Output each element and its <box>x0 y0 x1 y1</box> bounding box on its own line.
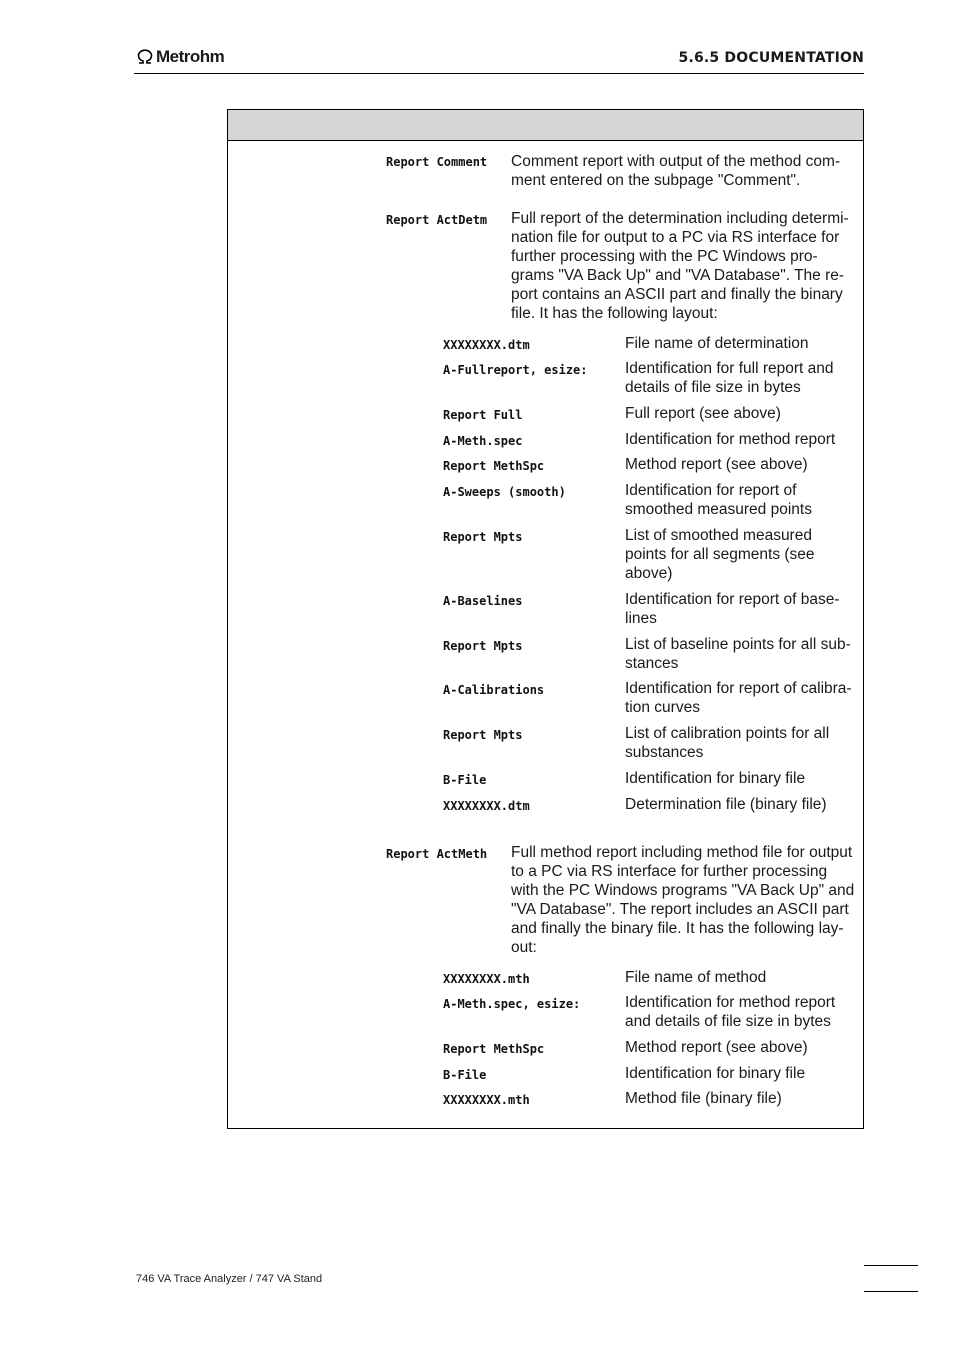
entry-code-report-actdetm: Report ActDetm <box>386 213 488 227</box>
section-title: 5.6.5 DOCUMENTATION <box>678 50 864 66</box>
detm-row-desc: List of smoothed measured points for all segments (see above) <box>625 527 815 582</box>
detm-row-desc: Identification for binary file <box>625 770 806 787</box>
meth-row-desc: Method file (binary file) <box>625 1090 782 1107</box>
entry-code-report-actmeth: Report ActMeth <box>386 847 488 861</box>
meth-row-desc: Method report (see above) <box>625 1039 808 1056</box>
entry-desc-report-actdetm: Full report of the determination including determi- nation file for output to a PC via RS interface for further processing with the PC Windows pro- grams "VA Back Up" and "VA Database". The re- port contains an ASCII part and finally the binary file. It has the following layout: <box>511 210 849 322</box>
logo-text: Metrohm <box>156 47 225 66</box>
detm-row-code: XXXXXXXX.dtm <box>443 338 530 352</box>
detm-row-code: B-File <box>443 773 487 787</box>
meth-row-desc: File name of method <box>625 969 767 986</box>
meth-row-code: B-File <box>443 1068 487 1082</box>
detm-row-desc: Method report (see above) <box>625 456 808 473</box>
detm-row-code: Report MethSpc <box>443 459 545 473</box>
entry-code-report-comment: Report Comment <box>386 155 488 169</box>
detm-row-code: Report Mpts <box>443 530 523 544</box>
detm-row-code: A-Meth.spec <box>443 434 523 448</box>
meth-row-code: XXXXXXXX.mth <box>443 1093 530 1107</box>
detm-row-code: A-Sweeps (smooth) <box>443 485 566 499</box>
meth-row-desc: Identification for binary file <box>625 1065 806 1082</box>
detm-row-code: Report Mpts <box>443 639 523 653</box>
box-header-bar <box>228 110 863 141</box>
detm-row-desc: Determination file (binary file) <box>625 796 827 813</box>
detm-row-code: A-Baselines <box>443 594 523 608</box>
detm-row-desc: Identification for report of base- lines <box>625 591 840 627</box>
detm-row-code: XXXXXXXX.dtm <box>443 799 530 813</box>
meth-row-code: A-Meth.spec, esize: <box>443 997 581 1011</box>
detm-row-desc: Identification for method report <box>625 431 836 448</box>
detm-row-code: A-Fullreport, esize: <box>443 363 588 377</box>
detm-row-desc: Identification for report of calibra- tion curves <box>625 680 852 716</box>
detm-row-code: Report Full <box>443 408 523 422</box>
detm-row-desc: Full report (see above) <box>625 405 781 422</box>
omega-logo-icon <box>136 49 154 65</box>
detm-row-desc: Identification for full report and details of file size in bytes <box>625 360 834 396</box>
detm-row-code: A-Calibrations <box>443 683 545 697</box>
metrohm-logo <box>136 47 224 67</box>
meth-row-desc: Identification for method report and details of file size in bytes <box>625 994 836 1030</box>
footer-product-name: 746 VA Trace Analyzer / 747 VA Stand <box>136 1273 323 1285</box>
detm-row-desc: List of calibration points for all substances <box>625 725 830 761</box>
entry-desc-report-actmeth: Full method report including method file for output to a PC via RS interface for further processing with the PC Windows programs "VA Back Up" and "VA Database". The report includes an ASCII part and finally the binary file. It has the following lay- out: <box>511 844 855 956</box>
header-rule <box>134 73 864 74</box>
meth-row-code: Report MethSpc <box>443 1042 545 1056</box>
detm-row-desc: List of baseline points for all sub- stances <box>625 636 851 672</box>
detm-row-desc: File name of determination <box>625 335 809 352</box>
detm-row-desc: Identification for report of smoothed measured points <box>625 482 812 518</box>
meth-row-code: XXXXXXXX.mth <box>443 972 530 986</box>
entry-desc-report-comment: Comment report with output of the method com- ment entered on the subpage "Comment". <box>511 153 841 189</box>
footer-rule-top <box>864 1265 918 1266</box>
detm-row-code: Report Mpts <box>443 728 523 742</box>
footer-rule-bottom <box>864 1291 918 1292</box>
